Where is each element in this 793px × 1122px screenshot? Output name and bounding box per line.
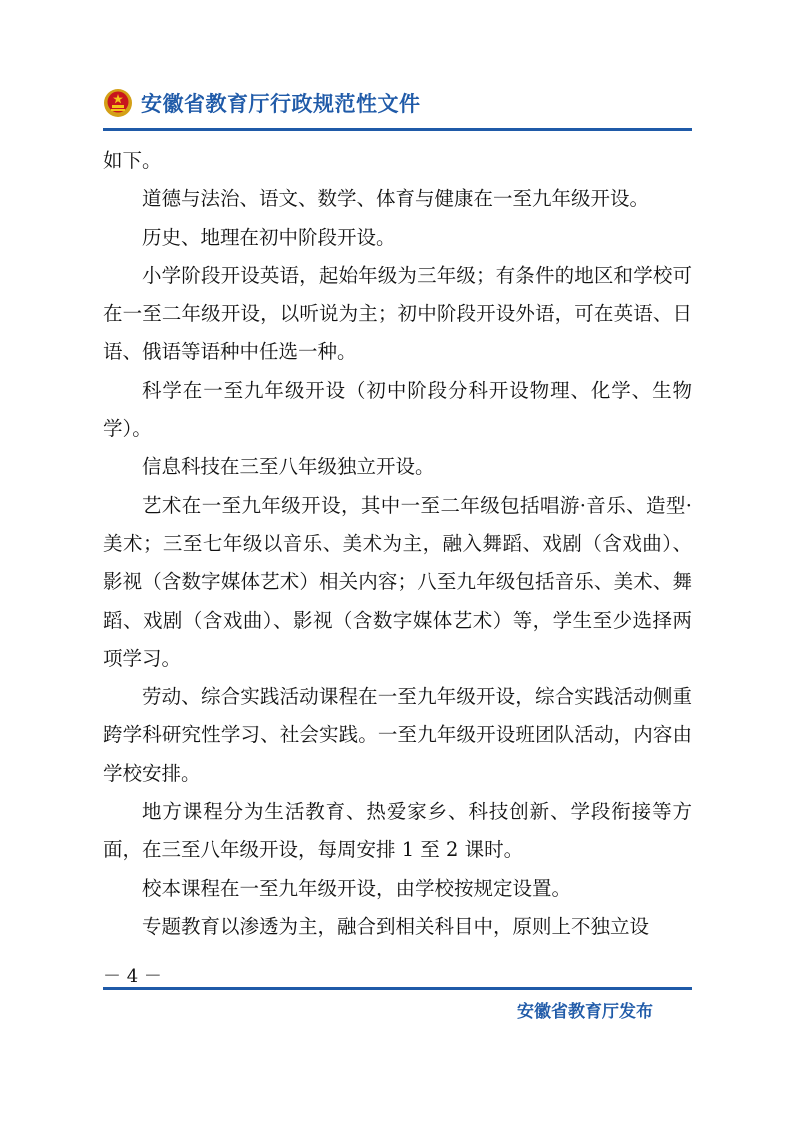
header-title: 安徽省教育厅行政规范性文件 <box>141 92 421 116</box>
national-emblem-icon <box>103 87 133 119</box>
page-number: － 4 － <box>103 966 162 987</box>
document-body <box>103 142 692 946</box>
paragraph: 如下。 <box>103 149 162 172</box>
footer-publisher: 安徽省教育厅发布 <box>517 1002 653 1022</box>
paragraph: 校本课程在一至九年级开设，由学校按规定设置。 <box>142 876 572 900</box>
paragraph: 艺术在一至九年级开设，其中一至二年级包括唱游·音乐、造型·美术；三至七年级以音乐、美术为主，融入舞蹈、戏剧（含戏曲）、影视（含数字媒体艺术）相关内容；八至九年级包括音乐、美术、舞蹈、戏剧（含戏曲）、影视（含数字媒体艺术）等，学生至少选择两项学习。 <box>103 493 692 670</box>
paragraph: 历史、地理在初中阶段开设。 <box>142 225 396 249</box>
paragraph: 科学在一至九年级开设（初中阶段分科开设物理、化学、生物学）。 <box>103 378 692 441</box>
document-header <box>103 83 421 123</box>
paragraph: 小学阶段开设英语，起始年级为三年级；有条件的地区和学校可在一至二年级开设，以听说为主；初中阶段开设外语，可在英语、日语、俄语等语种中任选一种。 <box>103 263 692 364</box>
paragraph: 专题教育以渗透为主，融合到相关科目中，原则上不独立设 <box>142 914 650 938</box>
paragraph: 地方课程分为生活教育、热爱家乡、科技创新、学段衔接等方面，在三至八年级开设，每周安排 1 至 2 课时。 <box>103 800 692 862</box>
paragraph: 道德与法治、语文、数学、体育与健康在一至九年级开设。 <box>142 187 650 211</box>
paragraph: 信息科技在三至八年级独立开设。 <box>142 455 435 479</box>
header-divider <box>103 128 692 131</box>
footer-divider <box>103 987 692 990</box>
paragraph: 劳动、综合实践活动课程在一至九年级开设，综合实践活动侧重跨学科研究性学习、社会实践。一至九年级开设班团队活动，内容由学校安排。 <box>103 685 692 785</box>
